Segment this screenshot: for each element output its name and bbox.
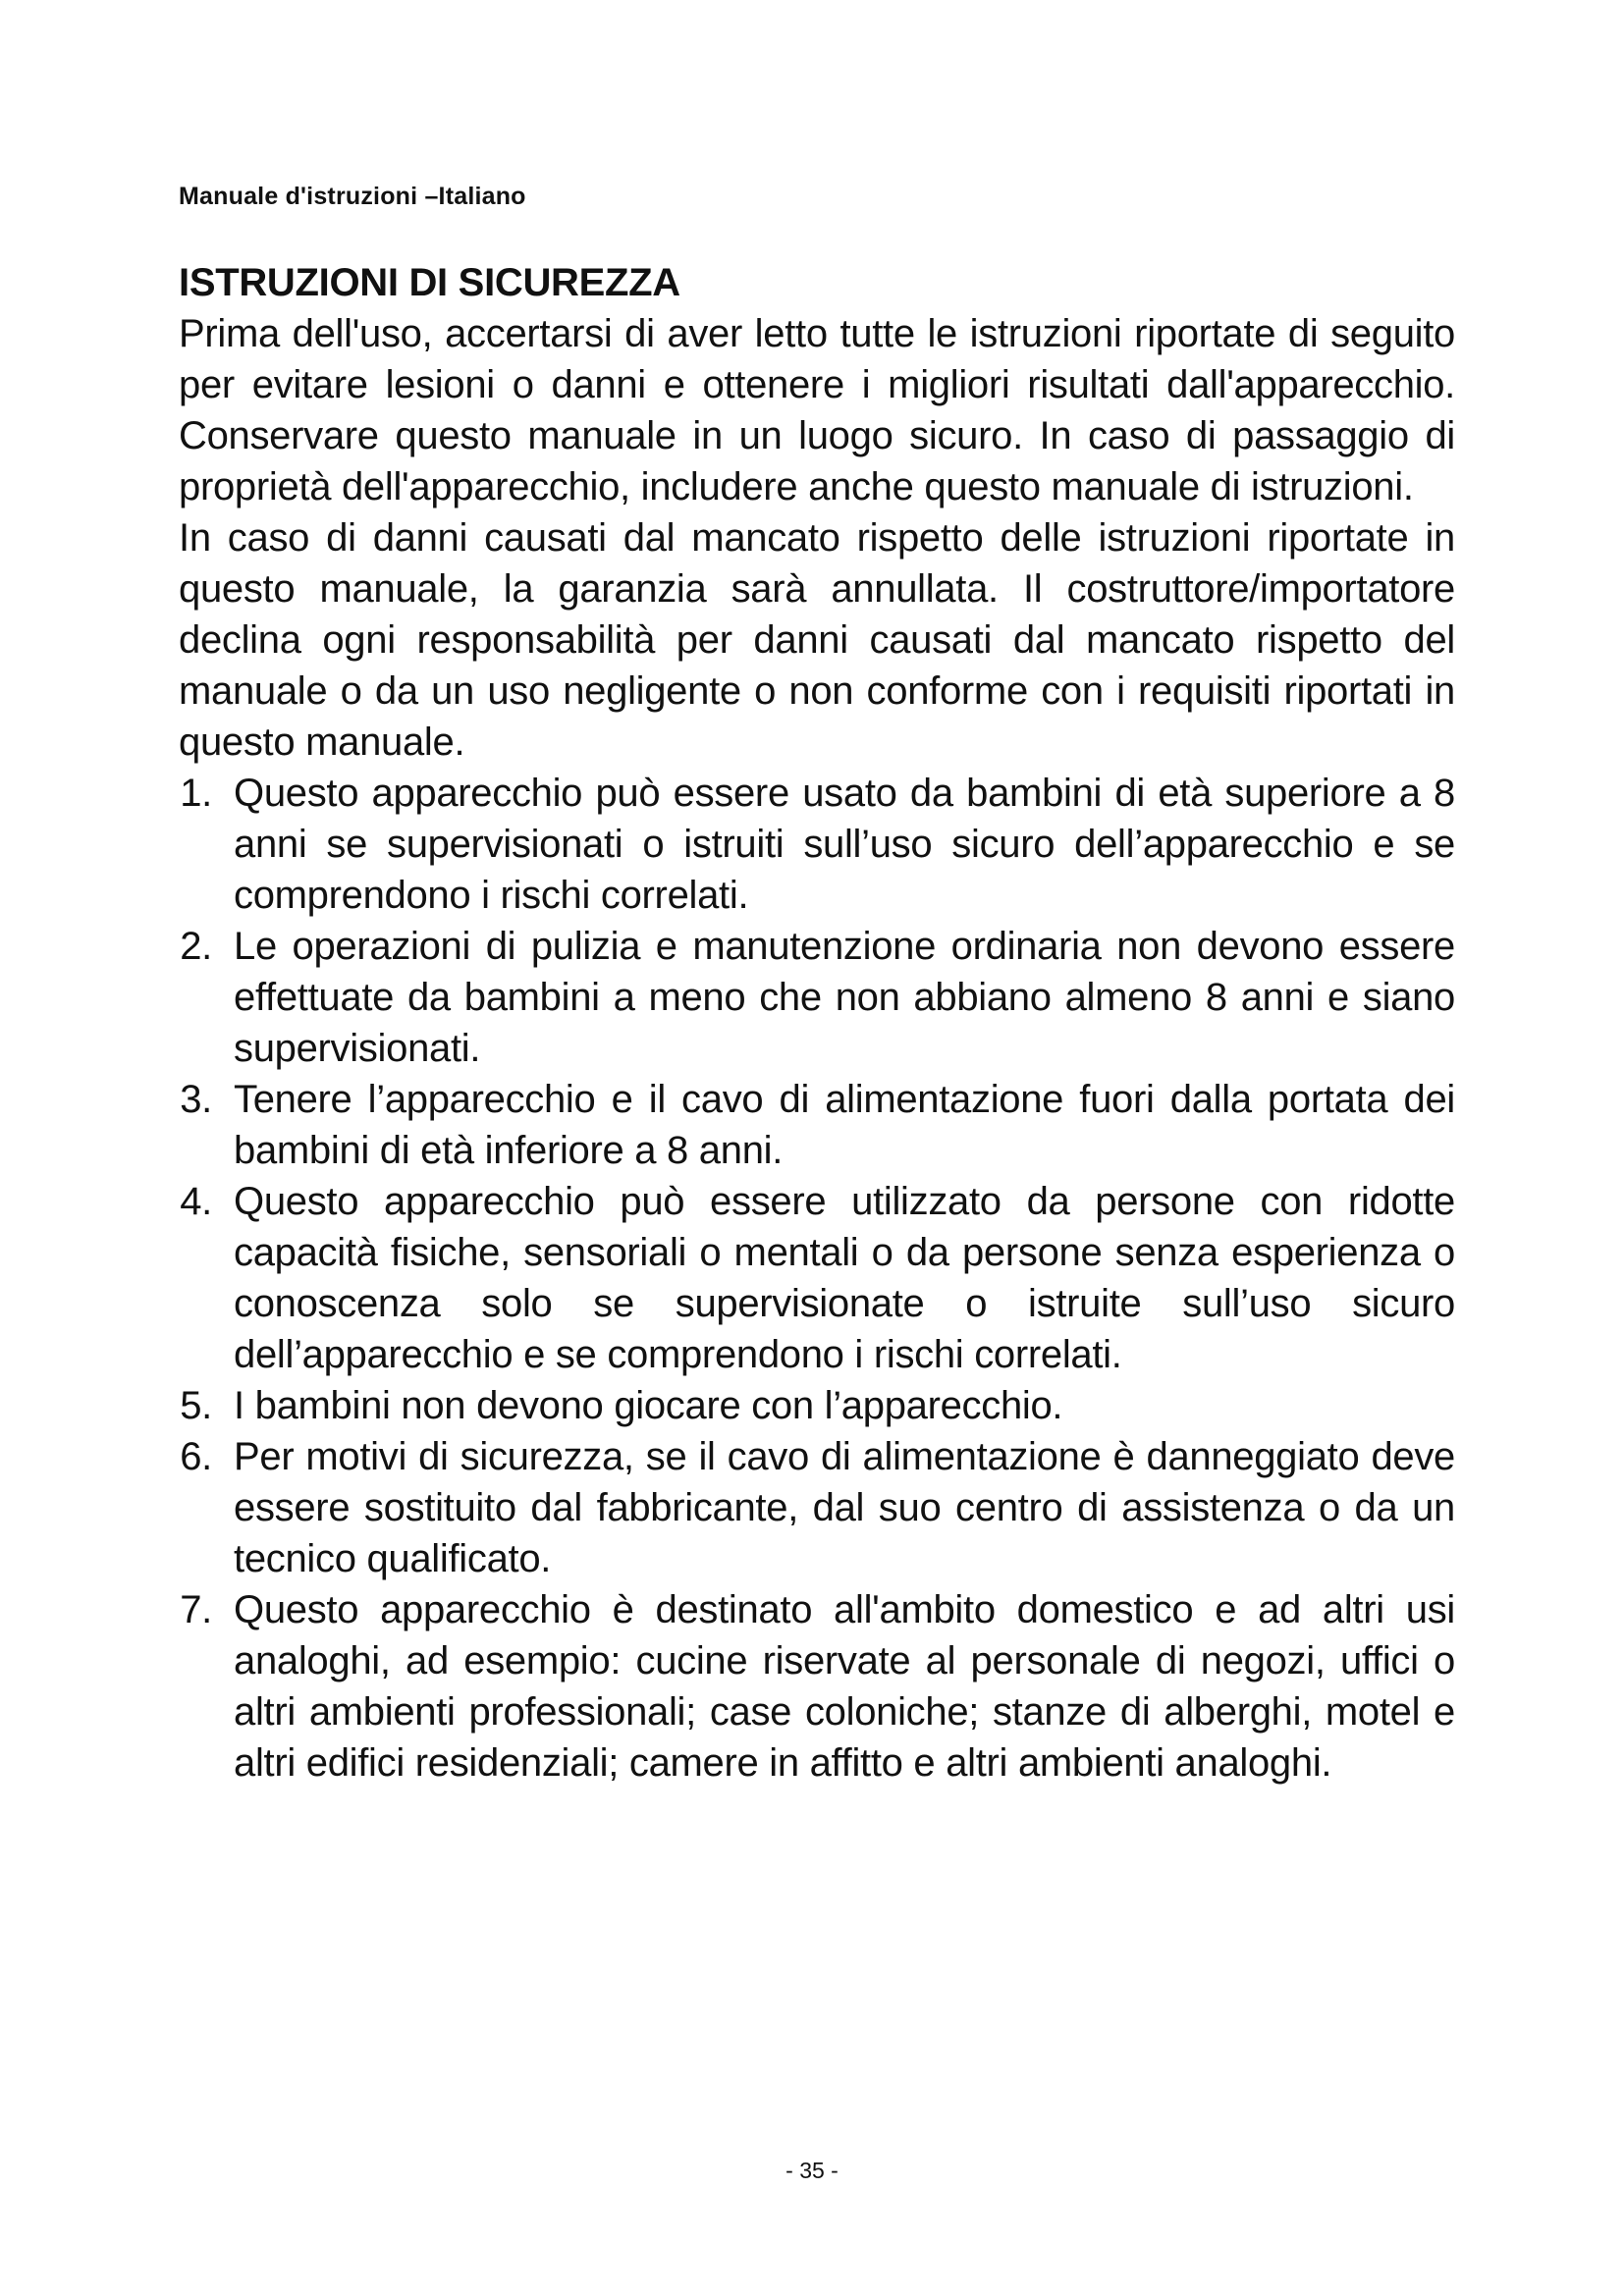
list-item [179, 1074, 1455, 1176]
list-item-number: 6. [180, 1435, 212, 1478]
list-item-text: Questo apparecchio può essere usato da bambini di età superiore a 8 anni se supervisionati o istruiti sull’uso sicuro dell’apparecchio e se comprendono i rischi correlati. [234, 772, 1455, 917]
list-item-number: 1. [180, 772, 212, 815]
page-number: - 35 - [785, 2158, 839, 2183]
list-item [179, 1380, 1455, 1431]
list-item [179, 1176, 1455, 1380]
safety-instructions-list [179, 768, 1455, 1789]
list-item [179, 921, 1455, 1074]
list-item-number: 5. [180, 1384, 212, 1427]
page-content [179, 257, 1455, 1789]
intro-paragraph: Prima dell'uso, accertarsi di aver letto tutte le istruzioni riportate di seguito per evitare lesioni o danni e ottenere i migliori risultati dall'apparecchio. Conservare questo manuale in un luogo sicuro. In caso di passaggio di proprietà dell'apparecchio, includere anche questo manuale di istruzioni. [179, 312, 1455, 508]
list-item-text: Tenere l’apparecchio e il cavo di alimentazione fuori dalla portata dei bambini di età inferiore a 8 anni. [234, 1078, 1455, 1172]
page-header: Manuale d'istruzioni –Italiano [179, 183, 526, 210]
list-item-text: Questo apparecchio può essere utilizzato da persone con ridotte capacità fisiche, sensoriali o mentali o da persone senza esperienza o conoscenza solo se supervisionate o istruite sull’uso sicuro dell’apparecchio e se comprendono i rischi correlati. [234, 1180, 1455, 1376]
list-item [179, 1584, 1455, 1789]
list-item-number: 7. [180, 1588, 212, 1631]
warranty-paragraph: In caso di danni causati dal mancato rispetto delle istruzioni riportate in questo manuale, la garanzia sarà annullata. Il costruttore/importatore declina ogni responsabilità per danni causati dal mancato rispetto del manuale o da un uso negligente o non conforme con i requisiti riportati in questo manuale. [179, 516, 1455, 764]
list-item-text: Le operazioni di pulizia e manutenzione ordinaria non devono essere effettuate da bambini a meno che non abbiano almeno 8 anni e siano supervisionati. [234, 925, 1455, 1070]
list-item [179, 768, 1455, 921]
list-item-text: I bambini non devono giocare con l’apparecchio. [234, 1384, 1063, 1427]
list-item-number: 3. [180, 1078, 212, 1121]
section-title: ISTRUZIONI DI SICUREZZA [179, 261, 680, 304]
list-item [179, 1431, 1455, 1584]
list-item-text: Per motivi di sicurezza, se il cavo di alimentazione è danneggiato deve essere sostituito dal fabbricante, dal suo centro di assistenza o da un tecnico qualificato. [234, 1435, 1455, 1580]
list-item-text: Questo apparecchio è destinato all'ambito domestico e ad altri usi analoghi, ad esempio: cucine riservate al personale di negozi, uffici o altri ambienti professionali; case coloniche; stanze di alberghi, motel e altri edifici residenziali; camere in affitto e altri ambienti analoghi. [234, 1588, 1455, 1785]
list-item-number: 2. [180, 925, 212, 968]
list-item-number: 4. [180, 1180, 212, 1223]
